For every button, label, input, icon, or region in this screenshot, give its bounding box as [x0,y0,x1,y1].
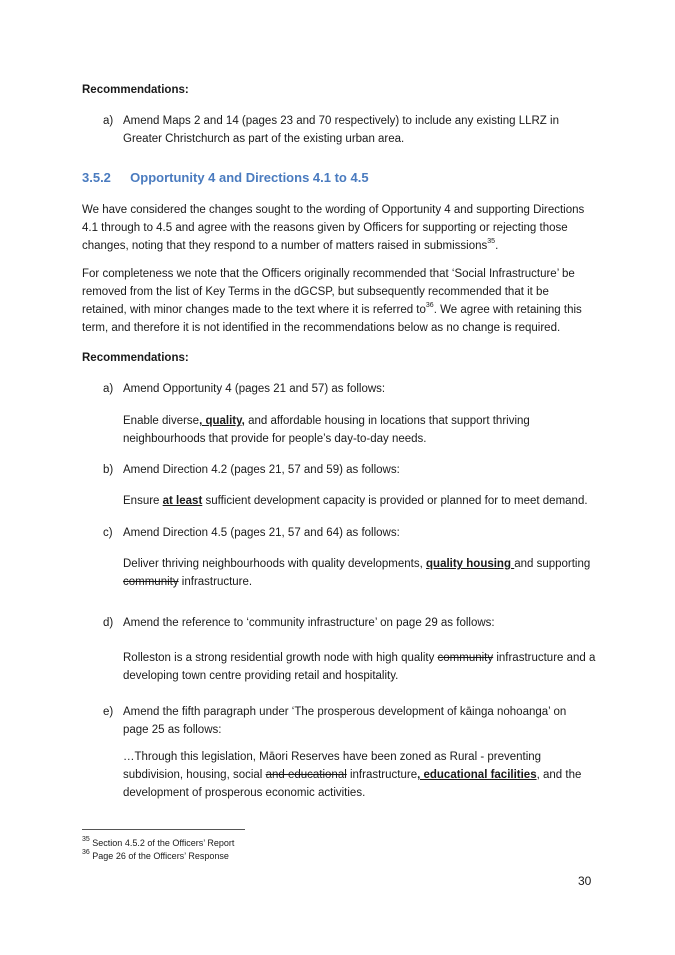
text-run: infrastructure. [178,576,253,588]
section-number: 3.5.2 [82,170,111,185]
paragraph-text: For completeness we note that the Officers originally recommended that ‘Social Infrastructure’ be removed from the list of Key Terms in the dGCSP, but subsequently recommended that it be retained, with minor changes made to the text where it is referred to [82,268,575,316]
amended-text-b [123,492,603,510]
list-letter: e) [103,706,114,718]
footnote-ref-35: 35 [487,238,496,246]
amended-text-a [123,412,603,448]
recommendation-text: Amend Maps 2 and 14 (pages 23 and 70 respectively) to include any existing LLRZ in Greater Christchurch as part of the existing urban area. [123,115,559,145]
deleted-text: community [123,576,179,588]
paragraph-opportunity-4 [82,201,592,255]
list-letter: b) [103,464,114,476]
text-run: and supporting [514,558,591,570]
paragraph-social-infrastructure [82,265,592,337]
section-title: Opportunity 4 and Directions 4.1 to 4.5 [130,170,369,185]
text-run: infrastructure and a developing town centre providing retail and hospitality. [123,652,596,682]
list-letter: c) [103,527,113,539]
paragraph-end: . [495,240,499,252]
recommendation-text: Amend Direction 4.2 (pages 21, 57 and 59) as follows: [123,464,400,476]
text-run: Deliver thriving neighbourhoods with quality developments, [123,558,427,570]
text-run: Rolleston is a strong residential growth node with high quality [123,652,438,664]
page-number: 30 [578,874,592,888]
inserted-text: , quality, [199,415,245,427]
amended-text-e [123,748,603,802]
text-run: sufficient development capacity is provided or planned for to meet demand. [202,495,588,507]
recommendation-text: Amend Direction 4.5 (pages 21, 57 and 64) as follows: [123,527,400,539]
list-letter: a) [103,115,114,127]
deleted-text: and educational [265,769,347,781]
recommendation-text: Amend the fifth paragraph under ‘The prosperous development of kāinga nohoanga’ on page 25 as follows: [123,706,567,736]
deleted-text: community [437,652,494,664]
recommendation-text: Amend the reference to ‘community infrastructure’ on page 29 as follows: [123,617,495,629]
footnote-number: 36 [82,849,90,856]
footnote-separator [82,829,245,830]
recommendations-heading-1: Recommendations: [82,84,189,96]
text-run: and affordable housing in locations that support thriving neighbourhoods that provide for people’s day-to-day needs. [123,415,530,445]
footnote-number: 35 [82,836,90,843]
amended-text-d [123,649,603,685]
recommendations-heading-2: Recommendations: [82,352,189,364]
footnote-35 [82,837,234,849]
footnote-36 [82,850,229,862]
text-run: …Through this legislation, Māori Reserves have been zoned as Rural - preventing subdivision, housing, social [123,751,542,781]
inserted-text: quality housing [426,558,515,570]
section-heading [82,170,369,185]
paragraph-text: . We agree with retaining this term, and therefore it is not identified in the recommendations below as no change is required. [82,304,582,334]
paragraph-text: We have considered the changes sought to the wording of Opportunity 4 and supporting Directions 4.1 through to 4.5 and agree with the reasons given by Officers for supporting or rejecting those changes, noting that they respond to a number of matters raised in submissions [82,204,585,252]
inserted-text: , educational facilities [417,769,537,781]
text-run: infrastructure [346,769,418,781]
list-letter: d) [103,617,114,629]
list-letter: a) [103,383,114,395]
footnote-ref-36: 36 [425,302,434,310]
text-run: Ensure [123,495,163,507]
text-run: Enable diverse [123,415,200,427]
footnote-text: Section 4.5.2 of the Officers’ Report [89,838,235,848]
amended-text-c [123,555,603,591]
text-run: , and the development of prosperous economic activities. [123,769,582,799]
recommendation-text: Amend Opportunity 4 (pages 21 and 57) as follows: [123,383,386,395]
inserted-text: at least [162,495,203,507]
footnote-text: Page 26 of the Officers’ Response [89,851,229,861]
